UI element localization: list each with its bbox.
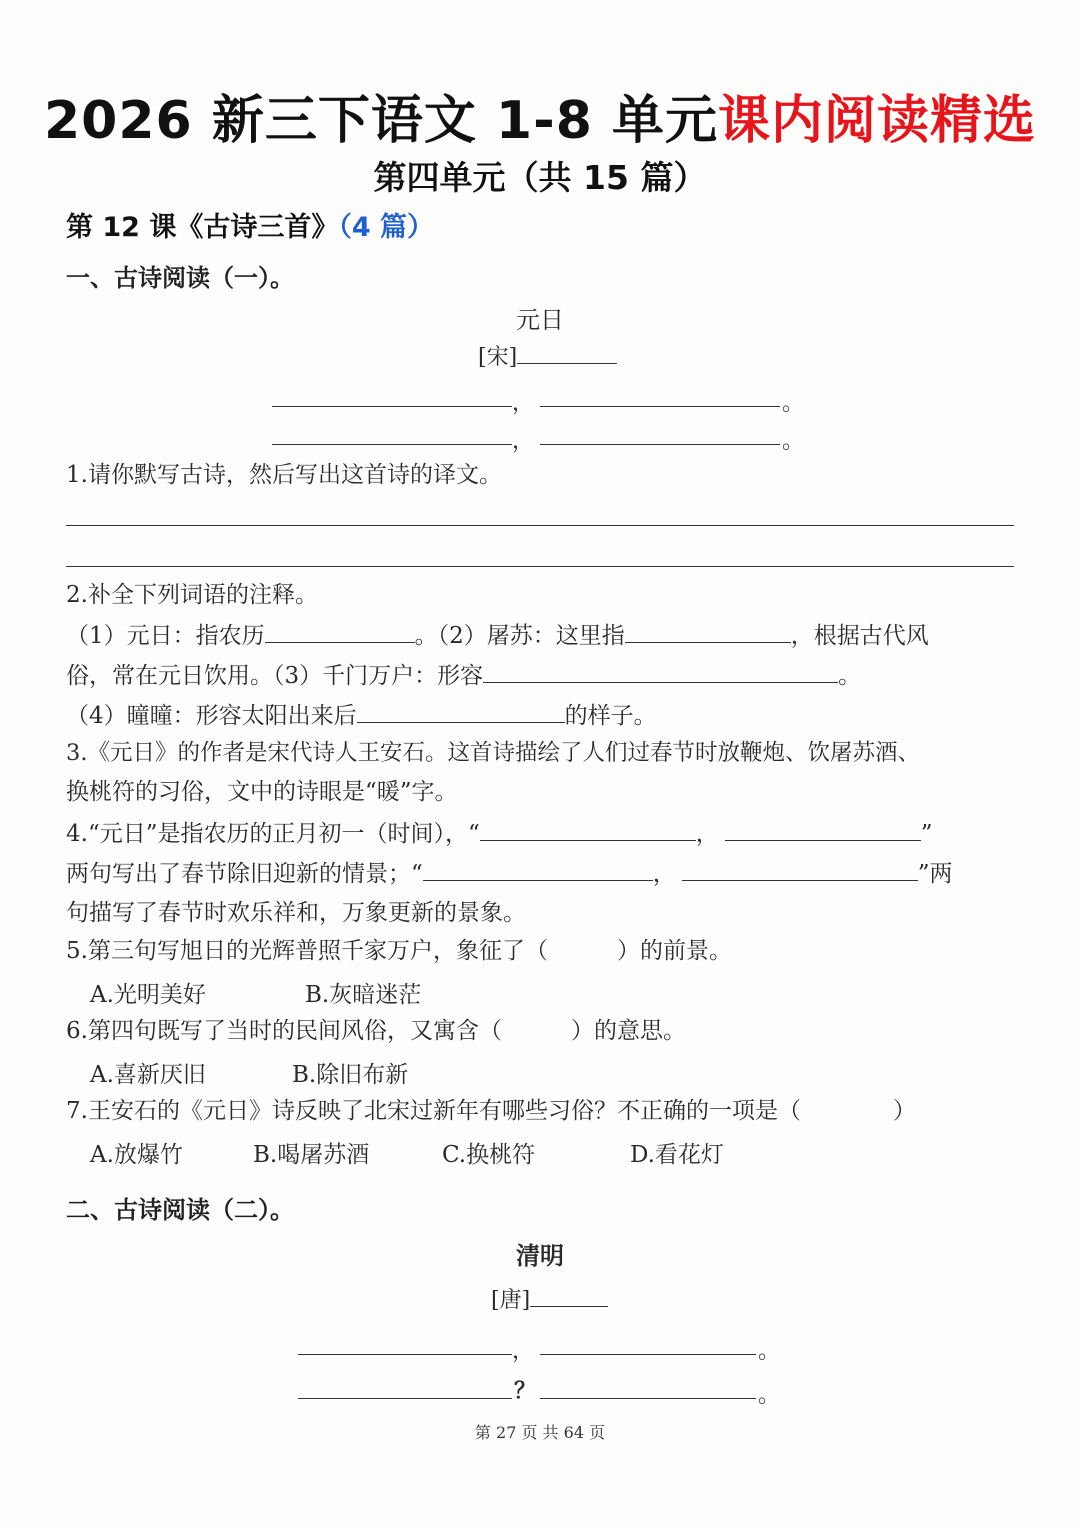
- question-3-line-1: 3.《元日》的作者是宋代诗人王安石。这首诗描绘了人们过春节时放鞭炮、饮屠苏酒、: [66, 740, 920, 766]
- comma: ，: [512, 429, 535, 454]
- answer-line-1[interactable]: [66, 525, 1014, 526]
- q6-option-b[interactable]: B.除旧布新: [292, 1062, 409, 1088]
- document-title: [0, 78, 1080, 153]
- q2-blank-1[interactable]: [265, 620, 415, 643]
- lesson-heading: [66, 205, 434, 244]
- q4-text: ”: [920, 821, 933, 847]
- poem-title-qingming: 清明: [516, 1242, 564, 1270]
- q2-text: （1）元日：指农历: [66, 623, 265, 649]
- period: 。: [782, 429, 805, 454]
- q4-text: ，: [652, 861, 676, 887]
- q4-text: ，: [695, 821, 719, 847]
- q4-text: ”两: [917, 861, 953, 887]
- period: 。: [758, 1339, 781, 1364]
- period: 。: [782, 391, 805, 416]
- poem2-blank-1a[interactable]: [298, 1354, 512, 1355]
- question-2-line-3: [66, 700, 657, 731]
- q2-text: （4）曈曈：形容太阳出来后: [66, 703, 357, 729]
- dynasty-label: [宋]: [478, 345, 518, 370]
- poem-dynasty-2: [491, 1283, 608, 1314]
- question-2-line-2: [66, 660, 861, 691]
- lesson-count: （4 篇）: [338, 212, 435, 243]
- question-7: 7.王安石的《元日》诗反映了北宋过新年有哪些习俗？不正确的一项是（ ）: [66, 1098, 916, 1124]
- poem2-blank-1b[interactable]: [540, 1354, 756, 1355]
- period: 。: [758, 1383, 781, 1408]
- q2-text: ，根据古代风: [790, 623, 929, 649]
- section-heading-1: 一、古诗阅读（一）。: [66, 263, 294, 292]
- q2-blank-3[interactable]: [483, 660, 838, 683]
- q5-option-a[interactable]: A.光明美好: [90, 982, 206, 1008]
- poem-dynasty-1: [478, 340, 617, 371]
- q2-blank-2[interactable]: [625, 620, 791, 643]
- unit-subtitle: 第四单元（共 15 篇）: [373, 158, 707, 197]
- author-blank[interactable]: [530, 1284, 608, 1307]
- q7-option-d[interactable]: D.看花灯: [630, 1142, 724, 1168]
- q7-option-b[interactable]: B.喝屠苏酒: [253, 1142, 370, 1168]
- poem-title-yuanri: 元日: [516, 306, 564, 334]
- question-5: 5.第三句写旭日的光辉普照千家万户，象征了（ ）的前景。: [66, 938, 732, 964]
- q2-text: 俗，常在元日饮用。（3）千门万户：形容: [66, 663, 484, 689]
- dynasty-label: [唐]: [491, 1288, 531, 1313]
- comma: ，: [512, 1339, 535, 1364]
- q4-blank-2[interactable]: [725, 818, 921, 841]
- lesson-name: 第 12 课《古诗三首》: [66, 212, 339, 243]
- poem2-blank-2b[interactable]: [540, 1398, 756, 1399]
- question-4-line-2: [66, 858, 953, 889]
- q2-text: 。（2）屠苏：这里指: [414, 623, 625, 649]
- q4-text: 4.“元日”是指农历的正月初一（时间），“: [66, 821, 480, 847]
- comma: ，: [512, 391, 535, 416]
- author-blank[interactable]: [517, 341, 617, 364]
- q2-text: 的样子。: [564, 703, 657, 729]
- q5-option-b[interactable]: B.灰暗迷茫: [305, 982, 422, 1008]
- question-2: 2.补全下列词语的注释。: [66, 582, 318, 608]
- section-heading-2: 二、古诗阅读（二）。: [66, 1195, 294, 1224]
- poem2-blank-2a[interactable]: [298, 1398, 512, 1399]
- q7-option-a[interactable]: A.放爆竹: [90, 1142, 183, 1168]
- title-main: 2026 新三下语文 1-8 单元: [44, 91, 718, 151]
- title-highlight: 课内阅读精选: [717, 91, 1036, 151]
- poem-blank-2b[interactable]: [540, 444, 780, 445]
- poem-blank-1a[interactable]: [272, 406, 512, 407]
- poem-blank-1b[interactable]: [540, 406, 780, 407]
- q7-option-c[interactable]: C.换桃符: [442, 1142, 536, 1168]
- question-4-line-1: [66, 818, 933, 849]
- q2-blank-4[interactable]: [357, 700, 565, 723]
- poem-blank-2a[interactable]: [272, 444, 512, 445]
- question-1: 1.请你默写古诗，然后写出这首诗的译文。: [66, 462, 502, 488]
- question-6: 6.第四句既写了当时的民间风俗，又寓含（ ）的意思。: [66, 1018, 686, 1044]
- q4-text: 两句写出了春节除旧迎新的情景；“: [66, 861, 423, 887]
- question-4-line-3: 句描写了春节时欢乐祥和，万象更新的景象。: [66, 900, 526, 926]
- answer-line-2[interactable]: [66, 566, 1014, 567]
- question-3-line-2: 换桃符的习俗，文中的诗眼是“暖”字。: [66, 779, 458, 805]
- q4-blank-1[interactable]: [480, 818, 696, 841]
- page-number: 第 27 页 共 64 页: [474, 1423, 606, 1442]
- q2-text: 。: [838, 663, 862, 689]
- q4-blank-4[interactable]: [682, 858, 918, 881]
- q6-option-a[interactable]: A.喜新厌旧: [90, 1062, 206, 1088]
- question-2-line-1: [66, 620, 929, 651]
- q4-blank-3[interactable]: [423, 858, 653, 881]
- question-mark: ？: [514, 1379, 537, 1404]
